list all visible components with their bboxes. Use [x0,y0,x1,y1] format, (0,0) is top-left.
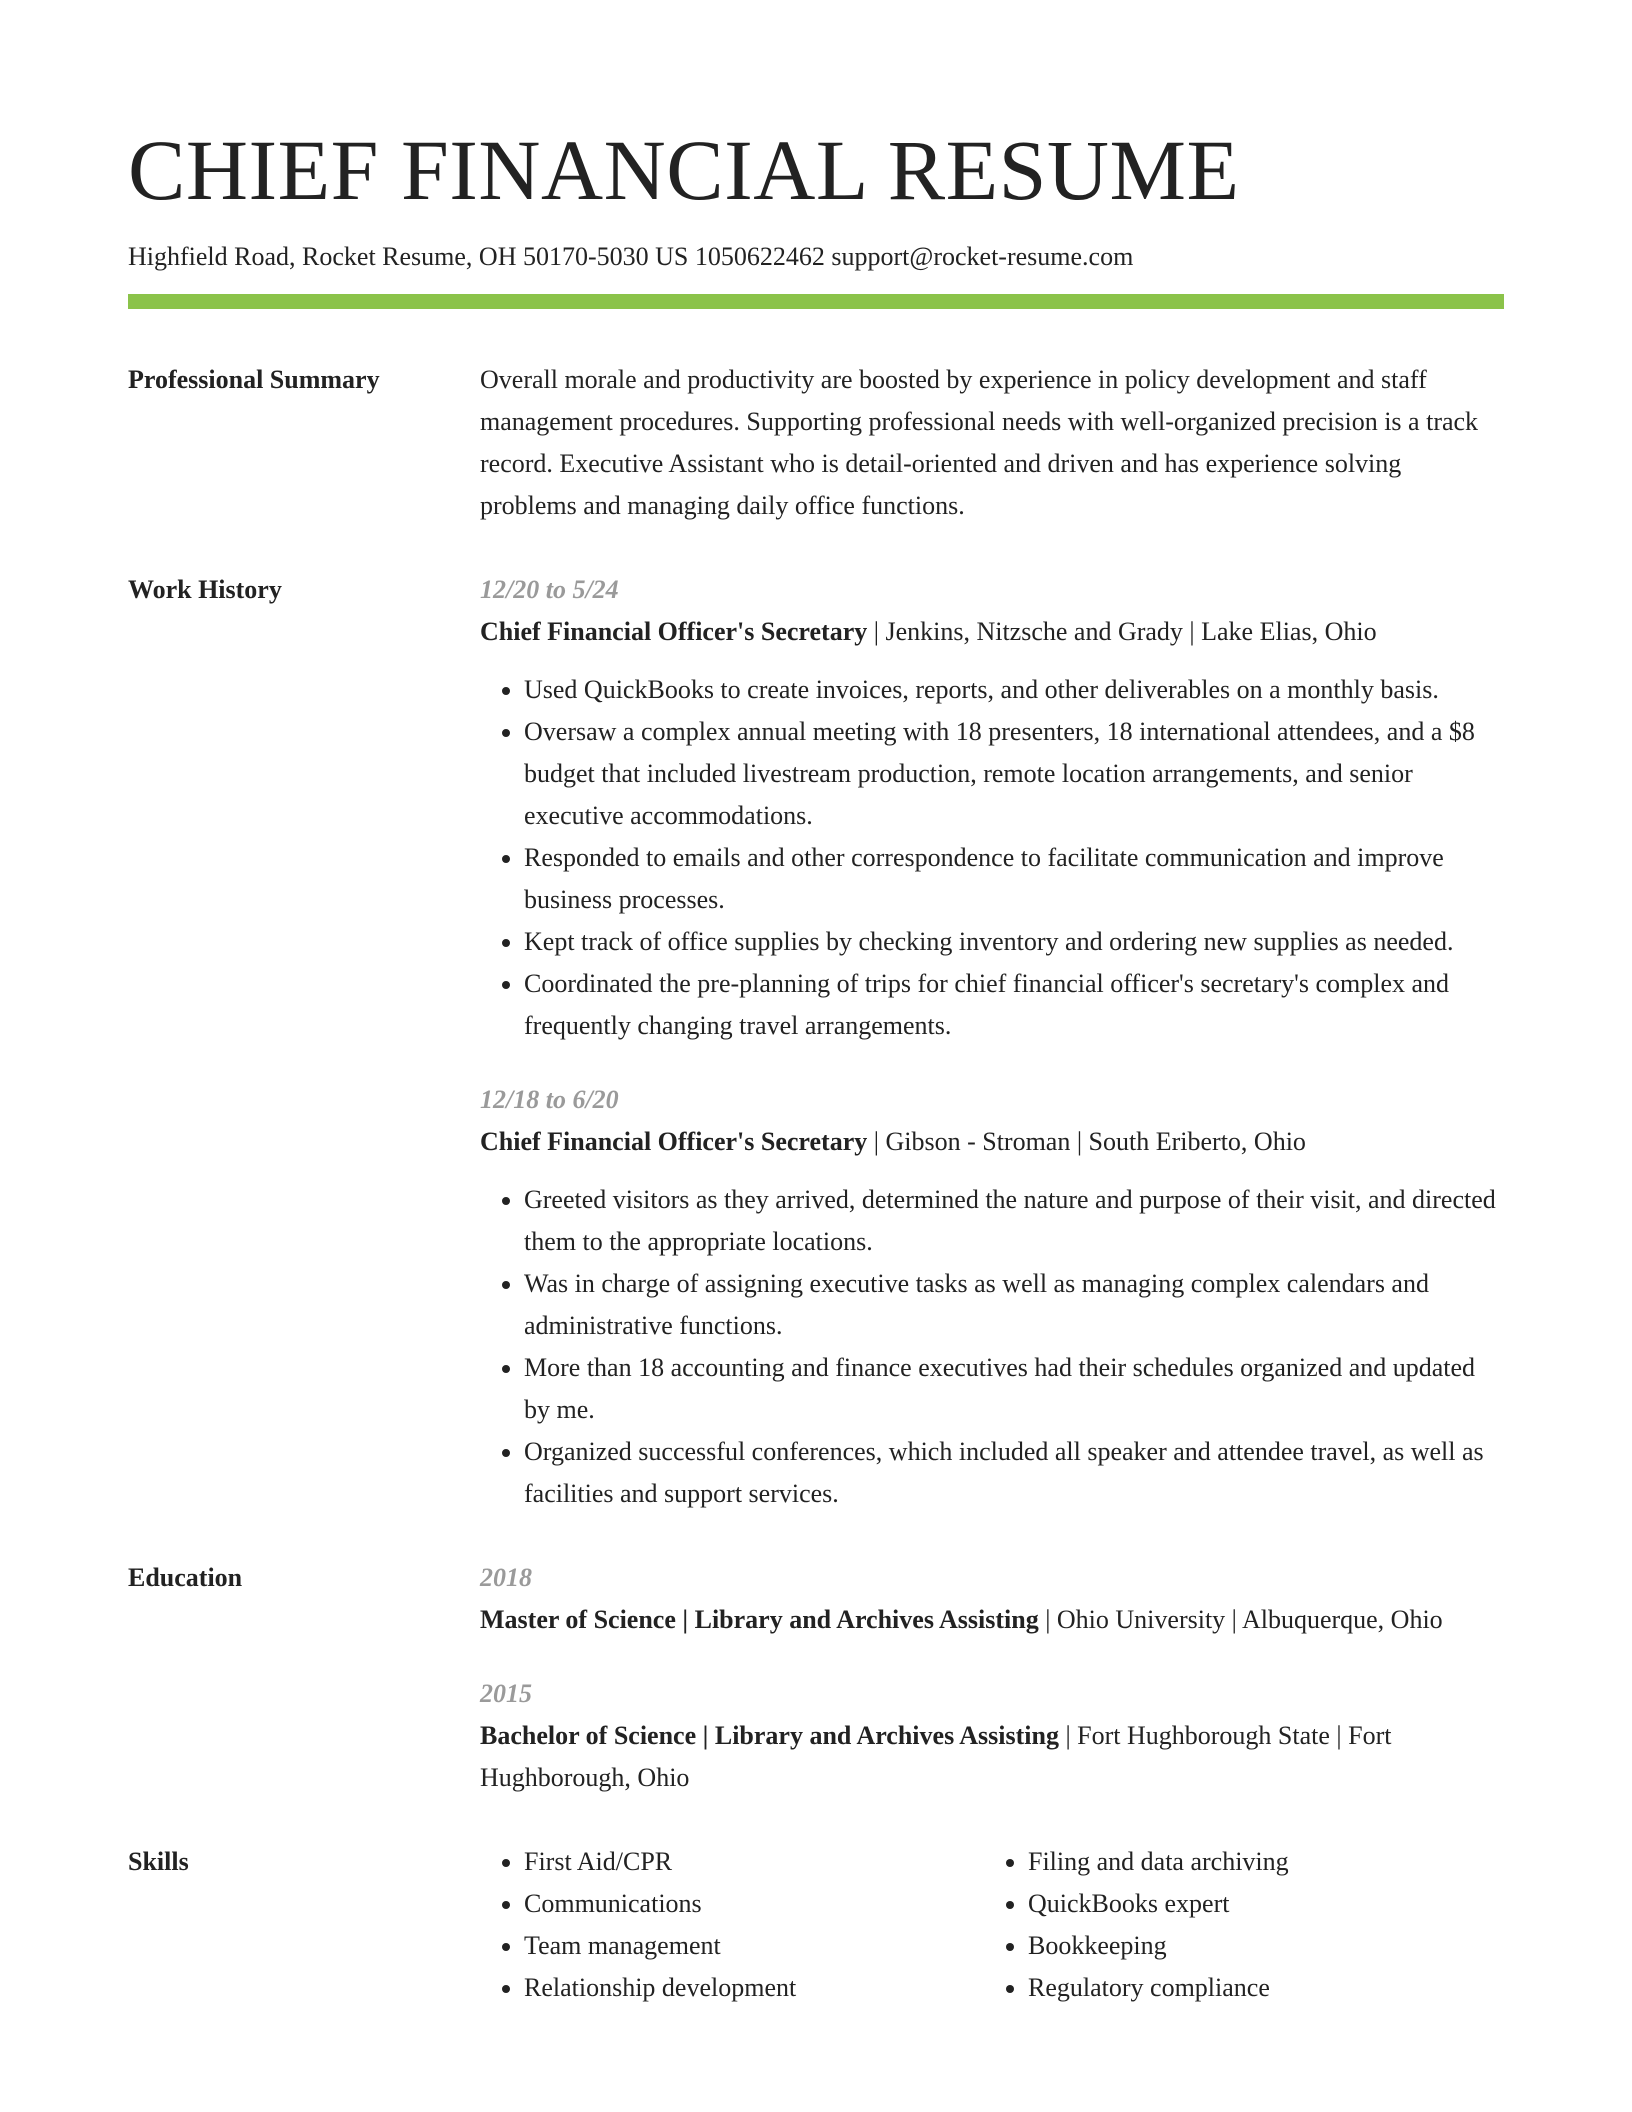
entry-date: 2018 [480,1563,532,1592]
work-history-section [128,569,1504,1515]
section-heading-work: Work History [128,575,282,604]
school-details: | Fort Hughborough State | Fort Hughborough, Ohio [480,1721,1392,1792]
entry-heading [480,1121,1504,1163]
duties-list [480,669,1504,1047]
skills-list-right [984,1841,1488,2009]
work-history-body [480,569,1504,1515]
skill-item: • First Aid/CPR [524,1841,984,1883]
skill-item: • Relationship development [524,1967,984,2009]
contact-line: Highfield Road, Rocket Resume, OH 50170-5030 US 1050622462 support@rocket-resume.com [128,242,1134,271]
accent-divider [128,294,1504,309]
section-heading-education: Education [128,1563,243,1592]
education-section [128,1557,1504,1799]
duty-item: • Oversaw a complex annual meeting with 18 presenters, 18 international attendees, and a $8 budget that included livestream production, remote location arrangements, and senior executive accommodations. [524,711,1504,837]
resume-title: CHIEF FINANCIAL RESUME [128,122,1240,218]
summary-text: Overall morale and productivity are boosted by experience in policy development and staff management procedures. Supporting professional needs with well-organized precision is a track record. Executive Assistant who is detail-oriented and driven and has experience solving problems and managing daily office functions. [480,365,1479,520]
employer-details: | Jenkins, Nitzsche and Grady | Lake Elias, Ohio [867,617,1377,646]
work-entry [480,1079,1504,1515]
resume-page [128,0,1504,2009]
duty-item: • Coordinated the pre-planning of trips for chief financial officer's secretary's complex and frequently changing travel arrangements. [524,963,1504,1047]
entry-date: 12/18 to 6/20 [480,1085,619,1114]
duty-item: • Responded to emails and other correspondence to facilitate communication and improve business processes. [524,837,1504,921]
entry-heading [480,611,1504,653]
skill-item: • Filing and data archiving [1028,1841,1488,1883]
professional-summary-section [128,359,1504,527]
employer-details: | Gibson - Stroman | South Eriberto, Ohio [867,1127,1306,1156]
skills-list-left [480,1841,984,2009]
entry-heading [480,1599,1504,1641]
summary-body [480,359,1504,527]
duty-item: • Kept track of office supplies by checking inventory and ordering new supplies as needed. [524,921,1504,963]
skill-item: • Bookkeeping [1028,1925,1488,1967]
entry-date: 12/20 to 5/24 [480,575,619,604]
skill-item: • Communications [524,1883,984,1925]
duties-list [480,1179,1504,1515]
work-entry [480,569,1504,1047]
job-title: Chief Financial Officer's Secretary [480,1127,868,1156]
section-heading-summary: Professional Summary [128,365,380,394]
duty-item: • Organized successful conferences, which included all speaker and attendee travel, as well as facilities and support services. [524,1431,1504,1515]
duty-item: • More than 18 accounting and finance executives had their schedules organized and updated by me. [524,1347,1504,1431]
duty-item: • Used QuickBooks to create invoices, reports, and other deliverables on a monthly basis. [524,669,1504,711]
section-heading-skills: Skills [128,1847,189,1876]
school-details: | Ohio University | Albuquerque, Ohio [1038,1605,1443,1634]
skill-item: • Team management [524,1925,984,1967]
duty-item: • Was in charge of assigning executive tasks as well as managing complex calendars and administrative functions. [524,1263,1504,1347]
skill-item: • QuickBooks expert [1028,1883,1488,1925]
education-body [480,1557,1504,1799]
entry-date: 2015 [480,1679,532,1708]
degree-title: Bachelor of Science | Library and Archives Assisting [480,1721,1059,1750]
education-entry [480,1673,1504,1799]
skills-body [480,1841,1504,2009]
duty-item: • Greeted visitors as they arrived, determined the nature and purpose of their visit, and directed them to the appropriate locations. [524,1179,1504,1263]
degree-title: Master of Science | Library and Archives Assisting [480,1605,1039,1634]
skills-section [128,1841,1504,2009]
entry-heading [480,1715,1504,1799]
education-entry [480,1557,1504,1641]
skill-item: • Regulatory compliance [1028,1967,1488,2009]
job-title: Chief Financial Officer's Secretary [480,617,868,646]
